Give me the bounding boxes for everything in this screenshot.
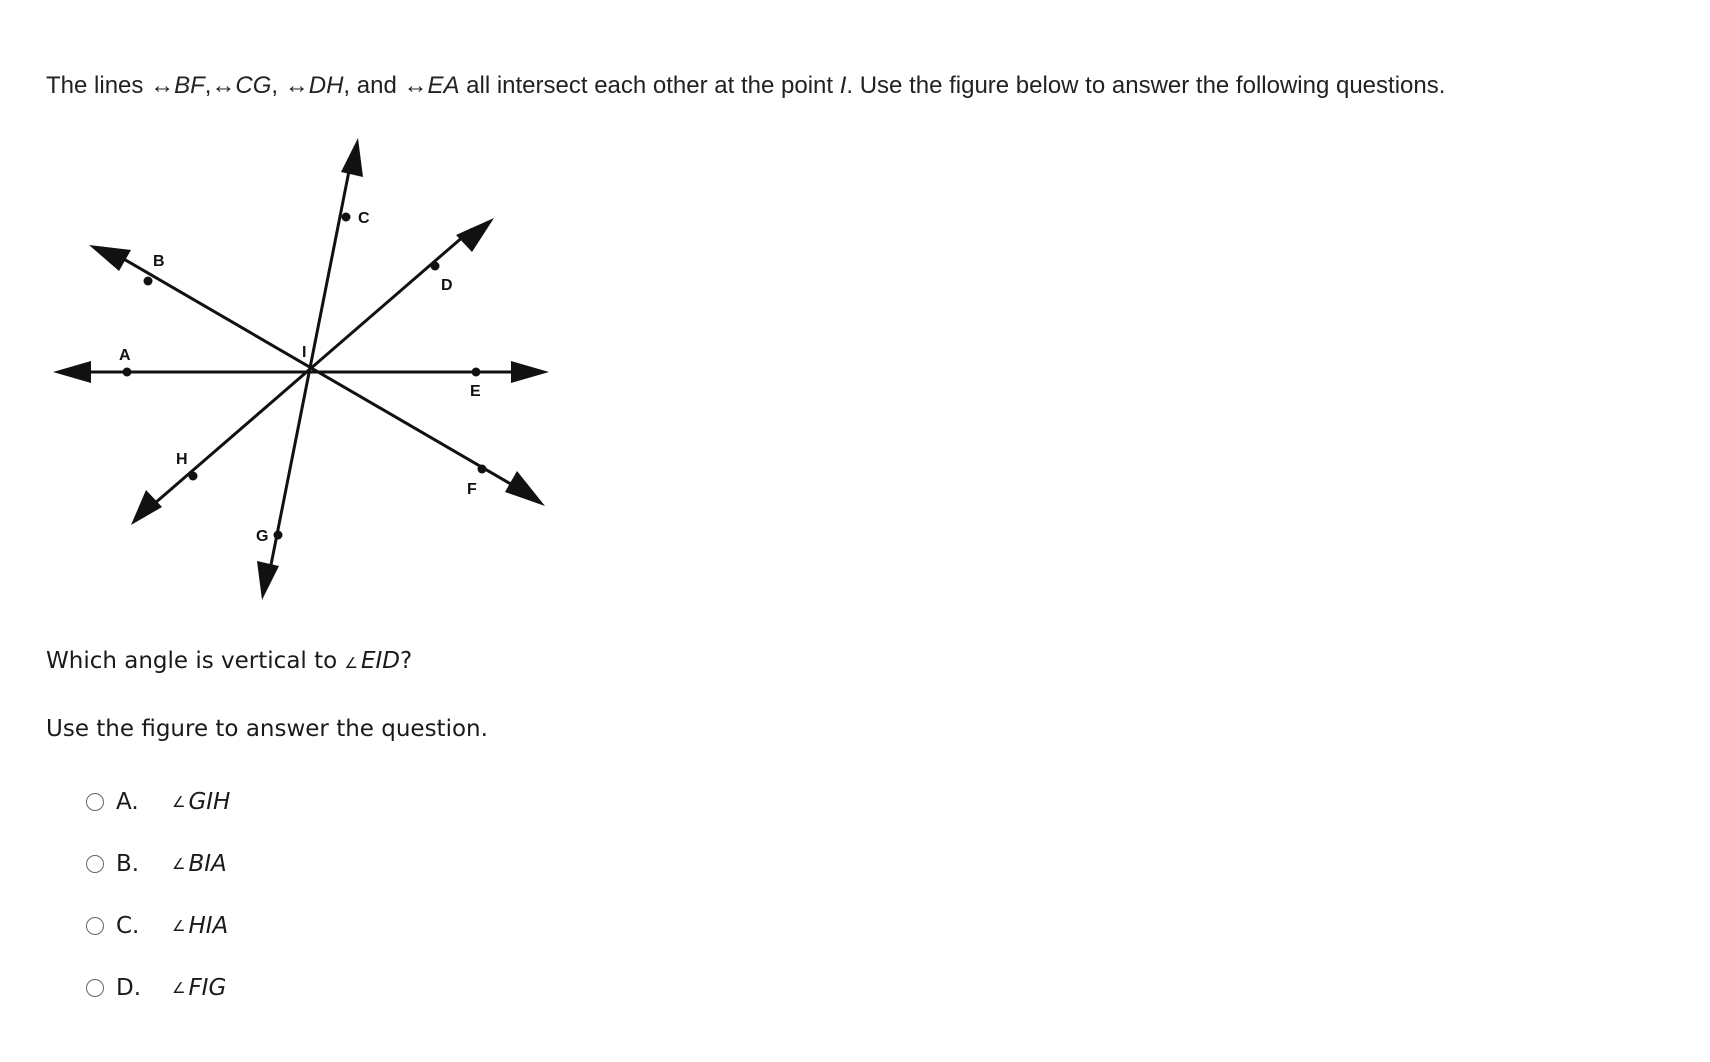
arrowhead-e [511, 361, 549, 383]
option-a[interactable] [86, 784, 346, 820]
question-angle: EID [360, 648, 401, 674]
question-suffix: ? [400, 648, 413, 674]
arrowhead-h [131, 490, 162, 525]
radio-button-b[interactable] [86, 855, 104, 873]
question-prefix: Which angle is vertical to [46, 648, 345, 674]
label-i: I [302, 344, 307, 361]
angle-symbol: ∠ [172, 917, 186, 935]
arrowhead-f [505, 471, 545, 506]
intro-sep: , [271, 72, 285, 99]
label-a: A [119, 347, 131, 364]
option-text: GIH [188, 789, 231, 815]
point-d [431, 262, 440, 271]
line-bf: ↔BF [150, 72, 205, 99]
label-g: G [256, 528, 269, 545]
arrowhead-g [257, 561, 279, 600]
intro-prefix: The lines [46, 72, 151, 99]
label-f: F [467, 481, 477, 498]
option-letter: B. [116, 851, 140, 877]
label-d: D [441, 277, 453, 294]
label-c: C [358, 210, 370, 227]
option-letter: D. [116, 975, 142, 1001]
arrowhead-b [89, 245, 131, 271]
angle-symbol: ∠ [172, 793, 186, 811]
instruction-text: Use the figure to answer the question. [46, 716, 488, 742]
arrowhead-d [456, 218, 494, 252]
question-text [46, 644, 412, 680]
line-cg: ↔CG [211, 72, 272, 99]
line-dh-segment [147, 229, 472, 510]
point-f [478, 465, 487, 474]
option-letter: C. [116, 913, 140, 939]
radio-button-d[interactable] [86, 979, 104, 997]
point-h [189, 472, 198, 481]
angle-symbol: ∠ [172, 855, 186, 873]
radio-button-a[interactable] [86, 793, 104, 811]
intro-suffix: . Use the figure below to answer the following questions. [846, 72, 1446, 99]
option-letter: A. [116, 789, 139, 815]
option-text: FIG [188, 975, 227, 1001]
label-e: E [470, 383, 481, 400]
point-c [342, 213, 351, 222]
intersecting-lines-figure [0, 0, 620, 620]
point-b [144, 277, 153, 286]
intro-mid: all intersect each other at the point [459, 72, 840, 99]
intro-sep: , and [343, 72, 404, 99]
radio-button-c[interactable] [86, 917, 104, 935]
line-dh: ↔DH [284, 72, 344, 99]
point-g [274, 531, 283, 540]
angle-symbol: ∠ [172, 979, 186, 997]
label-b: B [153, 253, 165, 270]
option-d[interactable] [86, 970, 346, 1006]
angle-symbol: ∠ [344, 654, 358, 672]
option-c[interactable] [86, 908, 346, 944]
line-ea: ↔EA [403, 72, 460, 99]
label-h: H [176, 451, 188, 468]
intersection-point: I [839, 72, 847, 99]
option-text: HIA [188, 913, 229, 939]
intro-sep: , [204, 72, 212, 99]
option-b[interactable] [86, 846, 346, 882]
point-a [123, 368, 132, 377]
option-text: BIA [188, 851, 227, 877]
point-e [472, 368, 481, 377]
arrowhead-c [341, 138, 363, 177]
arrowhead-a [53, 361, 91, 383]
